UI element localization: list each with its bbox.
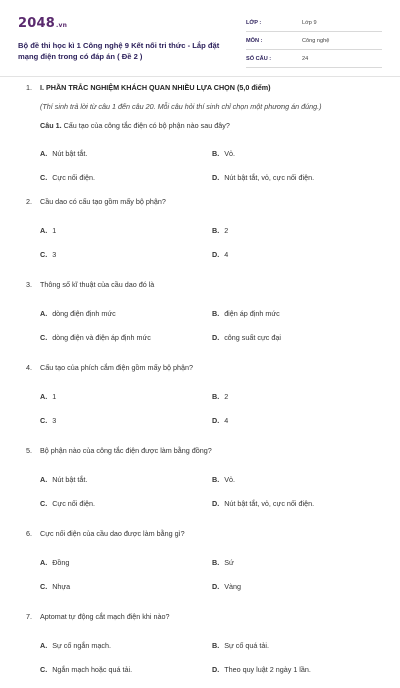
- option-letter: C.: [40, 333, 48, 342]
- option-b[interactable]: [212, 475, 382, 484]
- option-text: 2: [224, 392, 229, 401]
- option-c[interactable]: [40, 499, 210, 508]
- question-number: 1.: [26, 83, 32, 92]
- option-c[interactable]: [40, 333, 210, 342]
- question-number: 2.: [26, 197, 32, 206]
- option-d[interactable]: [212, 582, 382, 591]
- option-c[interactable]: [40, 173, 210, 182]
- option-letter: D.: [212, 499, 220, 508]
- logo-text: 2048: [18, 16, 55, 31]
- option-letter: A.: [40, 309, 48, 318]
- option-letter: A.: [40, 475, 48, 484]
- option-b[interactable]: [212, 558, 382, 567]
- question-number: 6.: [26, 529, 32, 538]
- option-b[interactable]: [212, 392, 382, 401]
- option-text: Cực nối điện.: [52, 173, 95, 182]
- meta-info: [246, 16, 382, 70]
- site-logo[interactable]: [18, 16, 67, 31]
- option-a[interactable]: [40, 392, 210, 401]
- option-letter: D.: [212, 250, 220, 259]
- answer-options: [40, 622, 382, 688]
- option-text: Sự cố quá tải.: [224, 641, 269, 650]
- option-text: Sứ: [224, 558, 234, 567]
- meta-label: MÔN :: [246, 38, 263, 44]
- question-list: [18, 80, 382, 688]
- answer-options: [40, 539, 382, 605]
- option-d[interactable]: [212, 333, 382, 342]
- section-title: I. PHẦN TRẮC NGHIỆM KHÁCH QUAN NHIỀU LỰA CHỌN (5,0 điểm): [40, 83, 271, 92]
- question-item: [18, 83, 382, 192]
- option-text: công suất cực đại: [224, 333, 281, 342]
- question-number: 7.: [26, 612, 32, 621]
- option-text: Nút bật tắt, vỏ, cực nối điện.: [224, 173, 315, 182]
- option-text: Ngắn mạch hoặc quá tải.: [52, 665, 133, 674]
- option-letter: B.: [212, 309, 220, 318]
- option-text: Nút bật tắt, vỏ, cực nối điện.: [224, 499, 315, 508]
- option-letter: A.: [40, 226, 48, 235]
- option-text: dòng điện định mức: [52, 309, 116, 318]
- option-text: 1: [52, 392, 57, 401]
- answer-options: [40, 130, 382, 192]
- meta-label: SỐ CÂU :: [246, 56, 272, 62]
- section-instruction: (Thí sinh trả lời từ câu 1 đến câu 20. Mỗi câu hỏi thí sinh chỉ chọn một phương án đúng.): [40, 102, 322, 111]
- option-letter: C.: [40, 173, 48, 182]
- option-text: Vỏ.: [224, 149, 235, 158]
- option-letter: D.: [212, 582, 220, 591]
- option-letter: B.: [212, 558, 220, 567]
- option-text: Vàng: [224, 582, 241, 591]
- option-text: Nút bật tắt.: [52, 149, 88, 158]
- option-b[interactable]: [212, 309, 382, 318]
- option-a[interactable]: [40, 475, 210, 484]
- option-d[interactable]: [212, 665, 382, 674]
- question-item: [18, 363, 382, 439]
- document-title: Bộ đề thi học kì 1 Công nghệ 9 Kết nối tri thức - Lắp đặt mạng điện trong có đáp án ( Đề 2 ): [18, 41, 220, 61]
- option-b[interactable]: [212, 641, 382, 650]
- answer-options: [40, 456, 382, 522]
- option-a[interactable]: [40, 226, 210, 235]
- question-text: Aptomat tự động cắt mạch điện khi nào?: [40, 612, 170, 621]
- option-text: 1: [52, 226, 57, 235]
- answer-options: [40, 290, 382, 356]
- logo-suffix: .vn: [55, 22, 68, 29]
- option-letter: C.: [40, 582, 48, 591]
- question-text: Thông số kĩ thuật của cầu dao đó là: [40, 280, 155, 289]
- header-divider: [0, 76, 400, 77]
- option-letter: C.: [40, 250, 48, 259]
- question-text: Bộ phận nào của công tắc điện được làm bằng đồng?: [40, 446, 212, 455]
- option-text: Sự cố ngắn mạch.: [52, 641, 111, 650]
- question-item: [18, 280, 382, 356]
- question-number: 4.: [26, 363, 32, 372]
- option-d[interactable]: [212, 416, 382, 425]
- option-c[interactable]: [40, 582, 210, 591]
- meta-value: 24: [302, 56, 309, 62]
- option-d[interactable]: [212, 250, 382, 259]
- answer-options: [40, 373, 382, 439]
- option-text: 4: [224, 416, 229, 425]
- question-item: [18, 446, 382, 522]
- question-item: [18, 529, 382, 605]
- option-text: 3: [52, 416, 57, 425]
- option-text: Nhựa: [52, 582, 71, 591]
- meta-value: Công nghệ: [302, 38, 330, 44]
- meta-row-class: [246, 16, 382, 32]
- option-text: Nút bật tắt.: [52, 475, 88, 484]
- option-letter: B.: [212, 149, 220, 158]
- option-letter: A.: [40, 149, 48, 158]
- option-letter: D.: [212, 665, 220, 674]
- option-c[interactable]: [40, 416, 210, 425]
- answer-options: [40, 207, 382, 273]
- option-letter: C.: [40, 665, 48, 674]
- option-text: 4: [224, 250, 229, 259]
- question-number: 3.: [26, 280, 32, 289]
- page-header: [18, 14, 382, 68]
- option-letter: A.: [40, 392, 48, 401]
- question-1-label: Câu 1.: [40, 121, 62, 130]
- question-number: 5.: [26, 446, 32, 455]
- option-letter: D.: [212, 333, 220, 342]
- option-c[interactable]: [40, 665, 210, 674]
- option-letter: C.: [40, 416, 48, 425]
- option-b[interactable]: [212, 149, 382, 158]
- option-d[interactable]: [212, 173, 382, 182]
- question-text: Cấu tạo của phích cắm điện gồm mấy bộ phận?: [40, 363, 194, 372]
- option-text: Cực nối điện.: [52, 499, 95, 508]
- question-1-body: Cấu tạo của công tắc điện có bộ phận nào sau đây?: [63, 121, 230, 130]
- option-letter: B.: [212, 475, 220, 484]
- option-a[interactable]: [40, 641, 210, 650]
- meta-label: LỚP :: [246, 20, 262, 26]
- question-1-text: [40, 121, 382, 130]
- option-text: Vỏ.: [224, 475, 235, 484]
- option-a[interactable]: [40, 309, 210, 318]
- meta-row-subject: [246, 34, 382, 50]
- question-text: Cầu dao có cấu tạo gồm mấy bộ phận?: [40, 197, 166, 206]
- option-a[interactable]: [40, 558, 210, 567]
- question-item: [18, 197, 382, 273]
- option-letter: A.: [40, 641, 48, 650]
- option-letter: B.: [212, 392, 220, 401]
- option-text: điện áp định mức: [224, 309, 280, 318]
- question-text: Cực nối điện của cầu dao được làm bằng gì?: [40, 529, 185, 538]
- option-text: 3: [52, 250, 57, 259]
- option-letter: D.: [212, 416, 220, 425]
- option-a[interactable]: [40, 149, 210, 158]
- option-text: 2: [224, 226, 229, 235]
- option-b[interactable]: [212, 226, 382, 235]
- option-text: dòng điện và điện áp định mức: [52, 333, 151, 342]
- option-c[interactable]: [40, 250, 210, 259]
- meta-value: Lớp 9: [302, 20, 317, 26]
- option-letter: C.: [40, 499, 48, 508]
- option-text: Theo quy luật 2 ngày 1 lần.: [224, 665, 311, 674]
- question-item: [18, 612, 382, 688]
- option-letter: B.: [212, 226, 220, 235]
- meta-row-count: [246, 52, 382, 68]
- option-text: Đồng: [52, 558, 70, 567]
- option-letter: A.: [40, 558, 48, 567]
- option-letter: D.: [212, 173, 220, 182]
- option-letter: B.: [212, 641, 220, 650]
- option-d[interactable]: [212, 499, 382, 508]
